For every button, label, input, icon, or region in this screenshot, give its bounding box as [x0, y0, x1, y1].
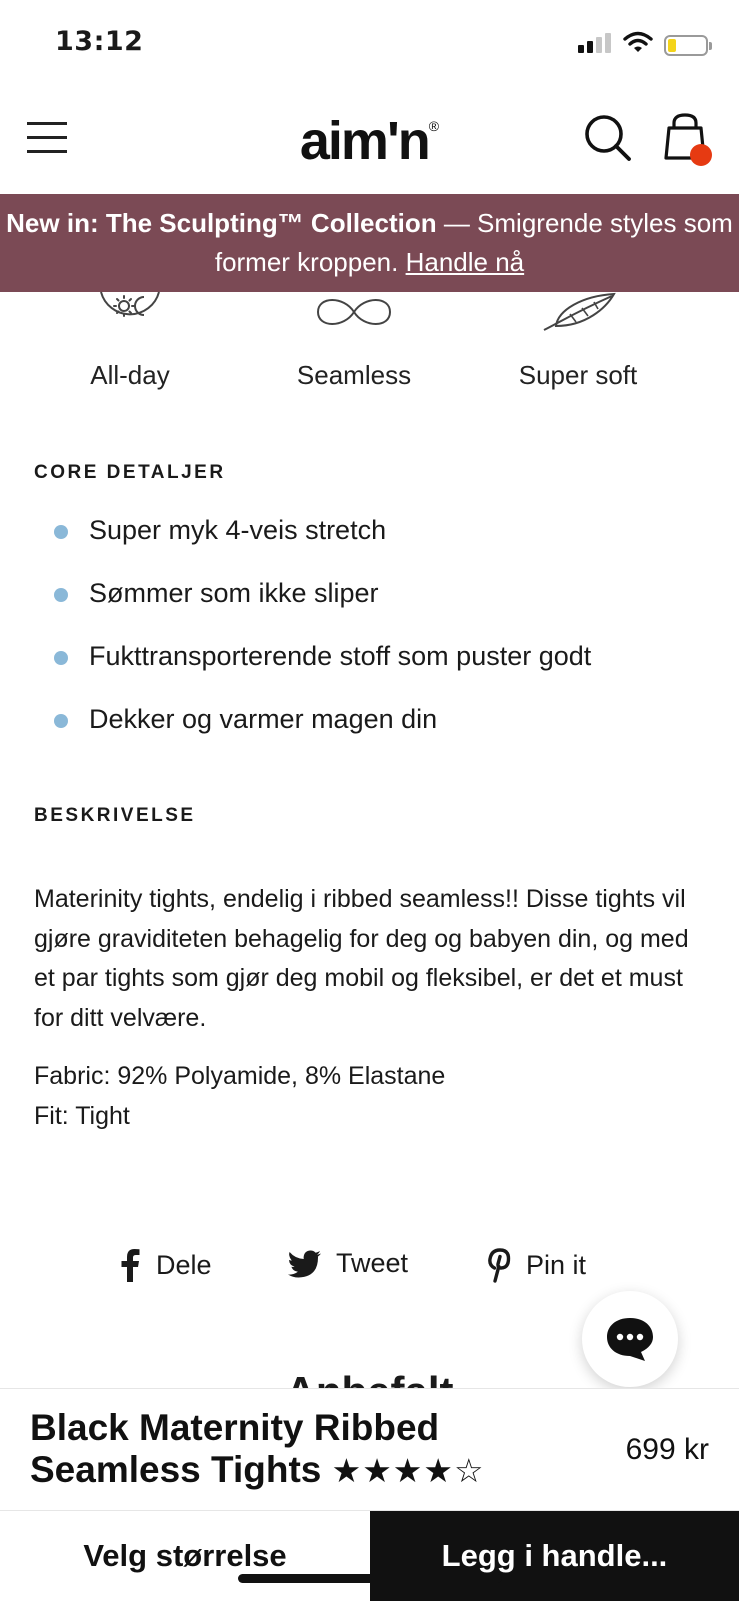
chat-bubble-icon: [605, 1316, 655, 1362]
list-item-text: Sømmer som ikke sliper: [89, 578, 379, 608]
feature-all-day: [20, 292, 240, 391]
battery-icon: [664, 35, 708, 56]
feature-label: Seamless: [296, 360, 412, 390]
bullet-dot: [54, 525, 68, 539]
site-header: [0, 88, 739, 194]
list-item: [54, 638, 591, 701]
action-bar: [0, 1510, 739, 1600]
feature-super-soft: [468, 292, 688, 391]
bullet-dot: [54, 714, 68, 728]
logo-text: aim'n: [299, 111, 429, 171]
description-title: BESKRIVELSE: [34, 805, 196, 826]
cellular-signal-icon: [578, 33, 611, 53]
feature-seamless: [244, 292, 464, 391]
sun-moon-icon: [98, 292, 162, 340]
select-size-button[interactable]: Velg størrelse: [0, 1511, 370, 1601]
list-item-text: Dekker og varmer magen din: [89, 704, 438, 734]
add-to-cart-button[interactable]: Legg i handle...: [370, 1511, 739, 1601]
twitter-icon: [288, 1250, 322, 1278]
share-pinterest-label: Pin it: [526, 1249, 587, 1280]
feather-icon: [536, 292, 620, 336]
announcement-bold: New in: The Sculpting™ Collection: [6, 208, 437, 238]
announcement-link[interactable]: Handle nå: [405, 247, 525, 277]
share-twitter-button[interactable]: [288, 1248, 408, 1279]
product-name: Black Maternity Ribbed Seamless Tights: [30, 1407, 440, 1490]
list-item-text: Fukttransporterende stoff som puster godt: [89, 641, 592, 671]
sticky-product-bar: [0, 1388, 739, 1510]
pinterest-icon: [486, 1248, 512, 1282]
cart-badge: [690, 144, 712, 166]
share-pinterest-button[interactable]: [486, 1248, 586, 1282]
feature-label: All-day: [90, 360, 170, 390]
status-bar: [0, 0, 739, 88]
product-title: [30, 1407, 590, 1492]
recommended-heading: [0, 1362, 739, 1388]
announcement-text: — Smigrende styles som former kroppen.: [214, 208, 733, 277]
list-item-text: Super myk 4-veis stretch: [89, 515, 387, 545]
list-item: [54, 575, 591, 638]
product-meta: [34, 1057, 445, 1136]
bullet-dot: [54, 651, 68, 665]
search-icon[interactable]: [584, 114, 632, 162]
feature-label: Super soft: [518, 360, 638, 390]
bullet-dot: [54, 588, 68, 602]
list-item: [54, 701, 591, 764]
facebook-icon: [118, 1248, 142, 1282]
registered-mark: ®: [428, 118, 440, 134]
product-price: 699 kr: [625, 1433, 709, 1466]
share-facebook-button[interactable]: [118, 1248, 212, 1282]
rating-stars[interactable]: ★★★★☆: [331, 1452, 485, 1489]
feature-icons: [0, 292, 739, 402]
status-time: 13:12: [55, 26, 144, 57]
core-details-title: CORE DETALJER: [34, 462, 226, 483]
share-facebook-label: Dele: [156, 1249, 212, 1280]
core-details-list: [54, 512, 591, 764]
infinity-icon: [314, 292, 394, 332]
description-text: Materinity tights, endelig i ribbed seamless!! Disse tights vil gjøre graviditeten behagelig for deg og babyen din, og med et par tights som gjør deg mobil og fleksibel, er det et must for ditt velvære.: [34, 885, 689, 1032]
list-item: [54, 512, 591, 575]
home-indicator: [238, 1574, 502, 1583]
announcement-bar[interactable]: [0, 194, 739, 292]
fabric-info: Fabric: 92% Polyamide, 8% Elastane: [34, 1062, 446, 1090]
fit-info: Fit: Tight: [34, 1101, 130, 1130]
wifi-icon: [623, 31, 653, 55]
share-twitter-label: Tweet: [336, 1248, 409, 1278]
